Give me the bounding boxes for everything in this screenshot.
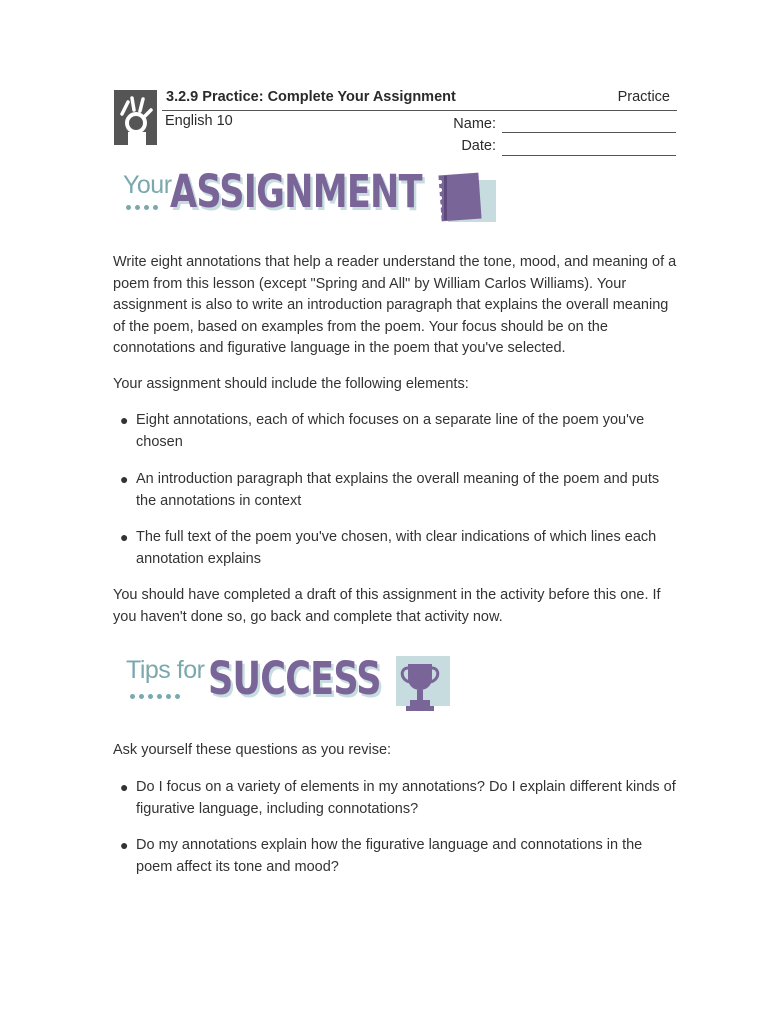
- name-field[interactable]: [502, 132, 676, 133]
- bullet-icon: ●: [120, 837, 129, 853]
- bullet-icon: ●: [120, 779, 129, 795]
- name-label: Name:: [453, 116, 496, 132]
- include-label: Your assignment should include the following elements:: [113, 376, 469, 392]
- list-item: ● Eight annotations, each of which focuses on a separate line of the poem you've chosen: [120, 412, 645, 450]
- banner-big-text: ASSIGNMENT: [170, 165, 422, 218]
- list-item: ● An introduction paragraph that explains the overall meaning of the poem and puts the annotations in context: [120, 471, 660, 509]
- bullet-icon: ●: [120, 471, 129, 487]
- date-field[interactable]: [502, 155, 676, 156]
- banner-small-text: Tips for: [126, 656, 205, 684]
- date-label: Date:: [461, 138, 496, 154]
- course-name: English 10: [165, 113, 233, 129]
- notebook-icon: [430, 170, 500, 226]
- list-item: ● The full text of the poem you've chosen, with clear indications of which lines each annotation explains: [120, 529, 657, 567]
- tips-banner: [118, 652, 408, 714]
- banner-dots: [130, 694, 180, 699]
- lesson-title: 3.2.9 Practice: Complete Your Assignment: [166, 89, 456, 105]
- school-logo-icon: [114, 90, 157, 145]
- banner-small-text: Your: [123, 171, 172, 199]
- list-item: ● Do I focus on a variety of elements in my annotations? Do I explain different kinds of figurative language, including connotations?: [120, 779, 676, 817]
- header-rule: [162, 110, 677, 111]
- banner-dots: [126, 205, 158, 210]
- bullet-icon: ●: [120, 529, 129, 545]
- trophy-icon: [388, 654, 452, 716]
- list-item: ● Do my annotations explain how the figurative language and connotations in the poem affect its tone and mood?: [120, 837, 643, 875]
- practice-tag: Practice: [617, 89, 670, 105]
- draft-note: You should have completed a draft of this assignment in the activity before this one. If you haven't done so, go back and complete that activity now.: [113, 587, 661, 625]
- bullet-icon: ●: [120, 412, 129, 428]
- banner-big-text: SUCCESS: [208, 652, 381, 705]
- tips-intro: Ask yourself these questions as you revise:: [113, 742, 392, 758]
- assignment-intro: Write eight annotations that help a reader understand the tone, mood, and meaning of a poem from this lesson (except "Spring and All" by William Carlos Williams). Your assignment is also to write an introduction paragraph that explains the overall meaning of the poem, based on examples from the poem. Your focus should be on the connotations and figurative language in the poem that you've selected.: [113, 254, 677, 356]
